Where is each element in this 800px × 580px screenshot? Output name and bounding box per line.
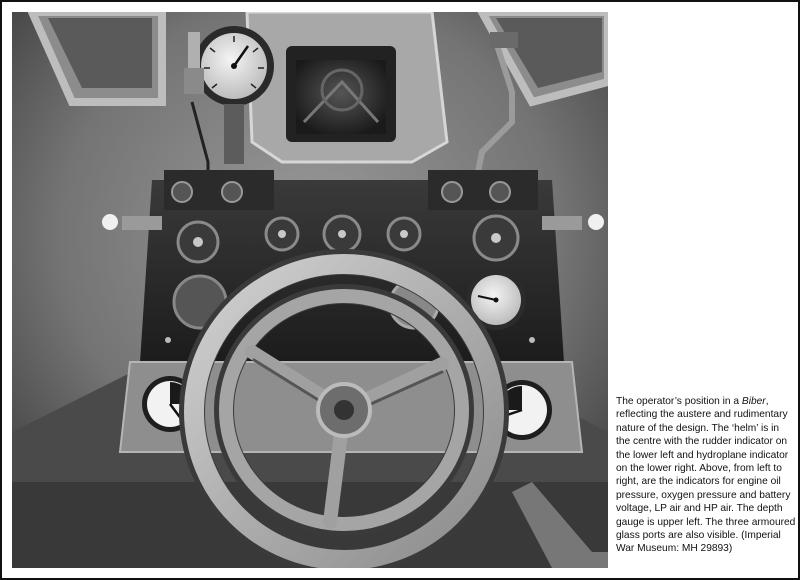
caption-part1: The operator’s position in a xyxy=(616,396,742,407)
caption-vessel-name: Biber xyxy=(741,396,766,407)
caption-part2: , reflecting the austere and rudimentary nature of the design. The ‘helm’ is in the centre with the rudder indicator on the lower left and hydroplane indicator on the lower right. Above, from left to right, are the indicators for engine oil pressure, oxygen pressure and battery voltage, LP air and HP air. The depth gauge is upper left. The three armoured glass ports are also visible. (Imperial War Museum: MH 29893) xyxy=(616,396,796,555)
biber-cockpit-photo xyxy=(12,12,608,568)
center-glass-port xyxy=(247,12,447,162)
photo-caption xyxy=(616,395,796,556)
